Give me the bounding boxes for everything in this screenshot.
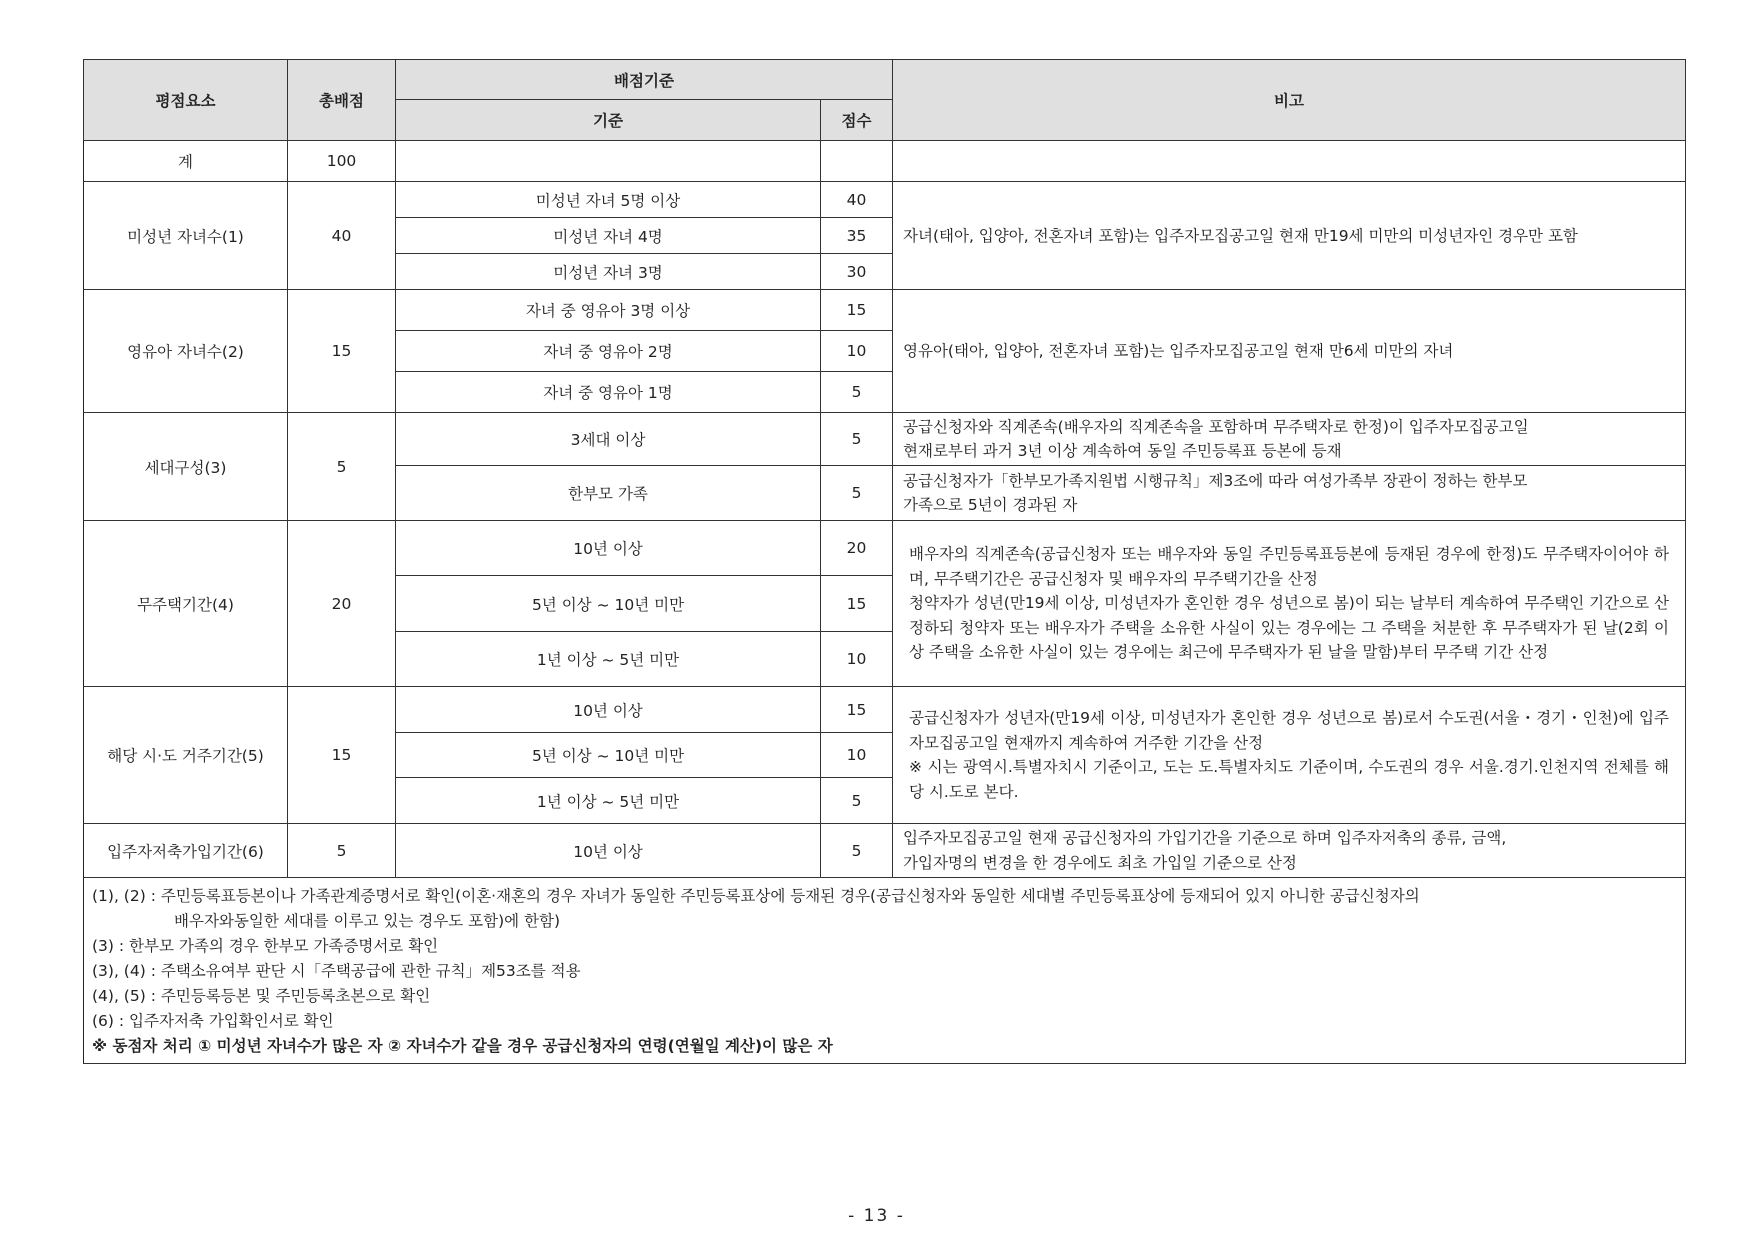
criteria-cell: 3세대 이상: [396, 413, 821, 466]
criteria-cell: 10년 이상: [396, 687, 821, 733]
criteria-cell: 미성년 자녀 5명 이상: [396, 182, 821, 218]
header-points: 점수: [821, 100, 893, 141]
criteria-cell: 자녀 중 영유아 3명 이상: [396, 290, 821, 331]
infant-children-remark: 영유아(태아, 입양아, 전혼자녀 포함)는 입주자모집공고일 현재 만6세 미만의 자녀: [893, 290, 1686, 413]
total-points-empty: [821, 141, 893, 182]
residence-remark: [893, 687, 1686, 824]
points-cell: 5: [821, 778, 893, 824]
points-cell: 30: [821, 254, 893, 290]
footnote: (1), (2) : 주민등록표등본이나 가족관계증명서로 확인(이혼·재혼의 경우 자녀가 동일한 주민등록표상에 등재된 경우(공급신청자와 동일한 세대별 주민등록표상에 등재되어 있지 아니한 공급신청자의: [92, 887, 1420, 905]
savings-total: 5: [288, 824, 396, 878]
homeless-factor: 무주택기간(4): [84, 521, 288, 687]
savings-factor: 입주자저축가입기간(6): [84, 824, 288, 878]
minor-children-factor: 미성년 자녀수(1): [84, 182, 288, 290]
homeless-remark: [893, 521, 1686, 687]
criteria-cell: 10년 이상: [396, 824, 821, 878]
remark-paragraph: 배우자의 직계존속(공급신청자 또는 배우자와 동일 주민등록표등본에 등재된 경우에 한정)도 무주택자이어야 하며, 무주택기간은 공급신청자 및 배우자의 무주택기간을 산정: [909, 545, 1669, 588]
remark-line: 공급신청자가「한부모가족지원법 시행규칙」제3조에 따라 여성가족부 장관이 정하는 한부모: [903, 471, 1528, 490]
remark-paragraph: 공급신청자가 성년자(만19세 이상, 미성년자가 혼인한 경우 성년으로 봄)로서 수도권(서울・경기・인천)에 입주자모집공고일 현재까지 계속하여 거주한 기간을 산정: [909, 709, 1669, 752]
remark-paragraph: 청약자가 성년(만19세 이상, 미성년자가 혼인한 경우 성년으로 봄)이 되는 날부터 계속하여 무주택인 기간으로 산정하되 청약자 또는 배우자가 주택을 소유한 사실이 있는 경우에는 그 주택을 처분한 후 무주택자가 된 날(2회 이상 주택을 소유한 사실이 있는 경우에는 최근에 무주택자가 된 날을 말함)부터 무주택 기간 산정: [909, 594, 1669, 662]
footnote: (3), (4) : 주택소유여부 판단 시「주택공급에 관한 규칙」제53조를 적용: [92, 962, 581, 980]
infant-children-total: 15: [288, 290, 396, 413]
page-number: - 13 -: [848, 1206, 905, 1226]
criteria-cell: 1년 이상 ~ 5년 미만: [396, 778, 821, 824]
remark-line: 가입자명의 변경을 한 경우에도 최초 가입일 기준으로 산정: [903, 853, 1297, 872]
total-value: 100: [288, 141, 396, 182]
criteria-cell: 미성년 자녀 3명: [396, 254, 821, 290]
savings-remark: [893, 824, 1686, 878]
points-cell: 15: [821, 687, 893, 733]
points-cell: 10: [821, 632, 893, 687]
total-remark-empty: [893, 141, 1686, 182]
residence-factor: 해당 시·도 거주기간(5): [84, 687, 288, 824]
points-cell: 5: [821, 372, 893, 413]
criteria-cell: 1년 이상 ~ 5년 미만: [396, 632, 821, 687]
infant-children-factor: 영유아 자녀수(2): [84, 290, 288, 413]
points-cell: 15: [821, 290, 893, 331]
household-factor: 세대구성(3): [84, 413, 288, 521]
header-factor: 평점요소: [84, 60, 288, 141]
header-total: 총배점: [288, 60, 396, 141]
footnote: (4), (5) : 주민등록등본 및 주민등록초본으로 확인: [92, 987, 431, 1005]
household-remark-1: [893, 413, 1686, 466]
header-remarks: 비고: [893, 60, 1686, 141]
footnote: 배우자와동일한 세대를 이루고 있는 경우도 포함)에 한함): [174, 912, 561, 930]
residence-total: 15: [288, 687, 396, 824]
remark-line: 현재로부터 과거 3년 이상 계속하여 동일 주민등록표 등본에 등재: [903, 442, 1342, 460]
remark-line: 가족으로 5년이 경과된 자: [903, 496, 1078, 514]
remark-line: 공급신청자와 직계존속(배우자의 직계존속을 포함하며 무주택자로 한정)이 입주자모집공고일: [903, 417, 1529, 436]
header-criteria: 기준: [396, 100, 821, 141]
footnote: (6) : 입주자저축 가입확인서로 확인: [92, 1012, 334, 1030]
total-row: [84, 141, 1686, 182]
household-remark-2: [893, 466, 1686, 521]
points-cell: 5: [821, 413, 893, 466]
footnotes: [84, 878, 1686, 1064]
points-cell: 5: [821, 824, 893, 878]
points-cell: 10: [821, 331, 893, 372]
remark-line: 입주자모집공고일 현재 공급신청자의 가입기간을 기준으로 하며 입주자저축의 종류, 금액,: [903, 829, 1507, 847]
criteria-cell: 한부모 가족: [396, 466, 821, 521]
minor-children-total: 40: [288, 182, 396, 290]
criteria-cell: 10년 이상: [396, 521, 821, 576]
points-cell: 15: [821, 576, 893, 632]
points-cell: 5: [821, 466, 893, 521]
criteria-cell: 5년 이상 ~ 10년 미만: [396, 576, 821, 632]
footnote: (3) : 한부모 가족의 경우 한부모 가족증명서로 확인: [92, 937, 439, 955]
criteria-cell: 미성년 자녀 4명: [396, 218, 821, 254]
criteria-cell: 자녀 중 영유아 2명: [396, 331, 821, 372]
points-cell: 35: [821, 218, 893, 254]
criteria-cell: 5년 이상 ~ 10년 미만: [396, 733, 821, 778]
criteria-cell: 자녀 중 영유아 1명: [396, 372, 821, 413]
household-total: 5: [288, 413, 396, 521]
total-criteria-empty: [396, 141, 821, 182]
header-criteria-group: 배점기준: [396, 60, 893, 100]
remark-paragraph: ※ 시는 광역시.특별자치시 기준이고, 도는 도.특별자치도 기준이며, 수도권의 경우 서울.경기.인천지역 전체를 해당 시.도로 본다.: [909, 758, 1669, 801]
points-cell: 20: [821, 521, 893, 576]
points-cell: 40: [821, 182, 893, 218]
tie-break-note: ※ 동점자 처리 ① 미성년 자녀수가 많은 자 ② 자녀수가 같을 경우 공급신청자의 연령(연월일 계산)이 많은 자: [92, 1037, 833, 1055]
minor-children-remark: 자녀(태아, 입양아, 전혼자녀 포함)는 입주자모집공고일 현재 만19세 미만의 미성년자인 경우만 포함: [893, 182, 1686, 290]
total-label: 계: [84, 141, 288, 182]
scoring-table: [83, 59, 1686, 1064]
points-cell: 10: [821, 733, 893, 778]
homeless-total: 20: [288, 521, 396, 687]
